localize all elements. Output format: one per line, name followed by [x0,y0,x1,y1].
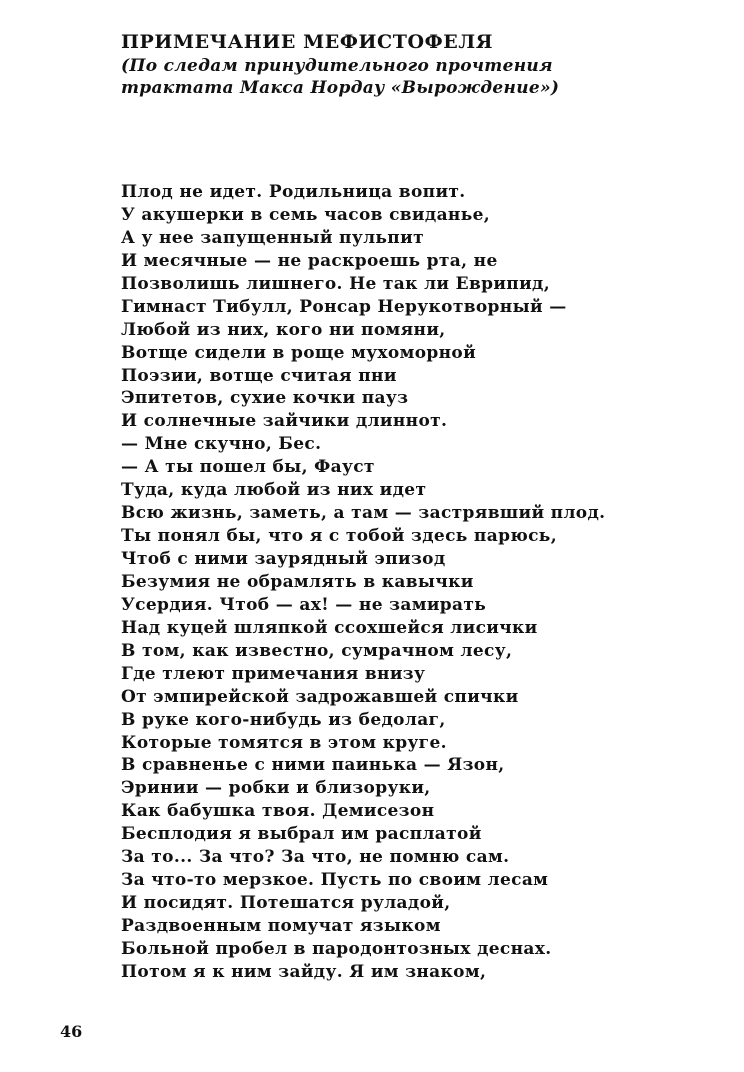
poem-line: И месячные — не раскроешь рта, не [121,250,498,271]
poem-line: Безумия не обрамлять в кавычки [121,571,474,592]
subtitle-line: (По следам принудительного прочтения [121,56,553,76]
poem-text [121,181,605,984]
poem-line: Ты понял бы, что я с тобой здесь парюсь, [121,526,557,547]
poem-line: Чтоб с ними заурядный эпизод [121,549,446,569]
poem-line: Всю жизнь, заметь, а там — застрявший плод. [121,503,606,524]
poem-line: Поэзии, вотще считая пни [121,365,397,386]
poem-line: А у нее запущенный пульпит [121,227,424,248]
poem-line: Плод не идет. Родильница вопит. [121,182,466,202]
poem-title: ПРИМЕЧАНИЕ МЕФИСТОФЕЛЯ [121,31,494,53]
poem-line: Больной пробел в пародонтозных деснах. [121,938,552,959]
poem-line: У акушерки в семь часов свиданье, [121,204,491,225]
poem-line: Бесплодия я выбрал им расплатой [121,824,482,845]
poem-line: Эпитетов, сухие кочки пауз [121,388,409,409]
subtitle-line: трактата Макса Нордау «Вырождение») [121,78,560,98]
page-number: 46 [60,1022,83,1041]
poem-subtitle [121,55,559,99]
poem-line: Любой из них, кого ни помяни, [121,319,446,340]
poem-line: Которые томятся в этом круге. [121,732,447,753]
poem-line: Туда, куда любой из них идет [121,480,427,501]
poem-line: Как бабушка твоя. Демисезон [121,801,435,822]
poem-line: И посидят. Потешатся руладой, [121,893,451,914]
poem-line: В сравненье с ними паинька — Язон, [121,755,505,776]
poem-line: От эмпирейской задрожавшей спички [121,686,519,707]
poem-line: За то... За что? За что, не помню сам. [121,847,510,868]
poem-line: За что-то мерзкое. Пусть по своим лесам [121,870,549,891]
poem-line: — А ты пошел бы, Фауст [121,457,375,478]
poem-line: И солнечные зайчики длиннот. [121,411,448,432]
poem-line: В том, как известно, сумрачном лесу, [121,640,513,661]
poem-line: Эринии — робки и близоруки, [121,778,431,799]
poem-line: Гимнаст Тибулл, Ронсар Нерукотворный — [121,296,567,317]
poem-line: Вотще сидели в роще мухоморной [121,342,477,363]
poem-line: Потом я к ним зайду. Я им знаком, [121,961,487,982]
poem-line: Позволишь лишнего. Не так ли Еврипид, [121,273,551,294]
poem-line: — Мне скучно, Бес. [121,434,322,455]
poem-line: Усердия. Чтоб — ах! — не замирать [121,594,487,615]
poem-line: Над куцей шляпкой ссохшейся лисички [121,617,538,638]
poem-line: Раздвоенным помучат языком [121,916,441,936]
poem-line: Где тлеют примечания внизу [121,663,426,684]
poem-line: В руке кого-нибудь из бедолаг, [121,709,446,730]
